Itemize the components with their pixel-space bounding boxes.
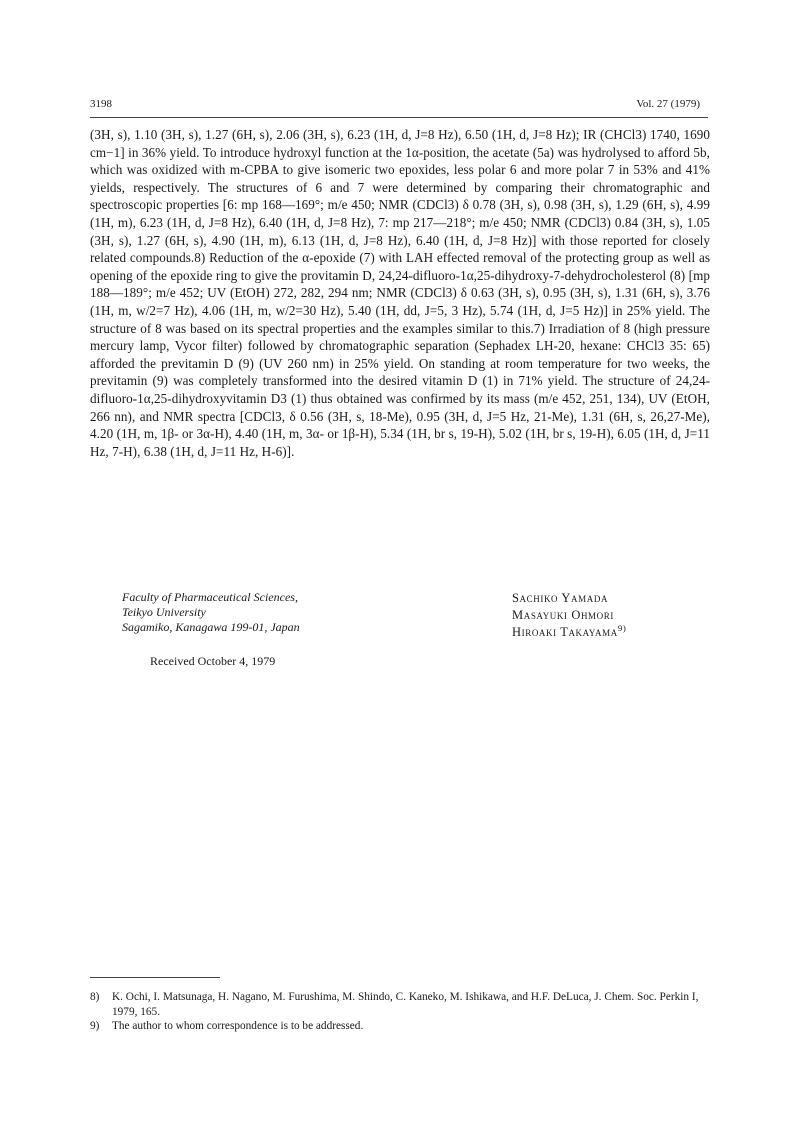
footnotes [90,990,710,1034]
footnote-text: K. Ochi, I. Matsunaga, H. Nagano, M. Furushima, M. Shindo, C. Kaneko, M. Ishikawa, and H.F. DeLuca, J. Chem. Soc. Perkin I, 1979, 165. [112,991,699,1018]
header-rule [90,117,708,118]
body-text [90,126,710,460]
affiliation-line: Teikyo University [122,605,206,620]
author-footnote-mark: 9) [617,622,627,633]
volume-label: Vol. 27 (1979) [636,98,700,110]
author-list [512,590,712,640]
footnote-rule [90,977,220,978]
author-entry [512,624,712,641]
affiliation-line: Sagamiko, Kanagawa 199-01, Japan [122,620,300,635]
author-name: Sachiko Yamada [512,591,609,605]
footnote-text: The author to whom correspondence is to be addressed. [112,1020,364,1032]
affiliation-line: Faculty of Pharmaceutical Sciences, [122,590,298,604]
author-name: Hiroaki Takayama [512,624,618,639]
affiliation [122,590,372,636]
footnote-number: 9) [90,1020,100,1032]
received-date: Received October 4, 1979 [150,654,276,668]
page-number: 3198 [90,98,112,110]
page-header [90,98,700,114]
author-name: Masayuki Ohmori [512,607,614,622]
paragraph: (3H, s), 1.10 (3H, s), 1.27 (6H, s), 2.06 (3H, s), 6.23 (1H, d, J=8 Hz), 6.50 (1H, d, J=8 Hz); IR (CHCl3) 1740, 1690 cm−1] in 36% yield. To introduce hydroxyl function at the 1α-position, the acetate (5a) was hydrolysed to afford 5b, which was oxidized with m-CPBA to give isomeric two epoxides, less polar 6 and more polar 7 in 53% and 41% yields, respectively. The structures of 6 and 7 were determined by comparing their chromatographic and spectroscopic properties [6: mp 168—169°; m/e 450; NMR (CDCl3) δ 0.78 (3H, s), 0.98 (3H, s), 1.29 (6H, s), 4.99 (1H, m), 6.23 (1H, d, J=8 Hz), 6.40 (1H, d, J=8 Hz), 7: mp 217—218°; m/e 450; NMR (CDCl3) 0.84 (3H, s), 1.05 (3H, s), 1.27 (6H, s), 4.90 (1H, m), 6.13 (1H, d, J=8 Hz), 6.40 (1H, d, J=8 Hz)] with those reported for closely related compounds.8) Reduction of the α-epoxide (7) with LAH effected removal of the protecting group as well as opening of the epoxide ring to give the provitamin D, 24,24-difluoro-1α,25-dihydroxy-7-dehydrocholesterol (8) [mp 188—189°; m/e 452; UV (EtOH) 272, 282, 294 nm; NMR (CDCl3) δ 0.63 (3H, s), 0.95 (3H, s), 1.31 (6H, s), 3.76 (1H, m, w/2=7 Hz), 4.06 (1H, m, w/2=30 Hz), 5.40 (1H, dd, J=5, 3 Hz), 5.74 (1H, d, J=5 Hz)] in 25% yield. The structure of 8 was based on its spectral properties and the examples similar to this.7) Irradiation of 8 (high pressure mercury lamp, Vycor filter) followed by chromatographic separation (Sephadex LH-20, hexane: CHCl3 35: 65) afforded the previtamin D (9) (UV 260 nm) in 25% yield. On standing at room temperature for two weeks, the previtamin (9) was completely transformed into the desired vitamin D (1) in 71% yield. The structure of 24,24-difluoro-1α,25-dihydroxyvitamin D3 (1) thus obtained was confirmed by its mass (m/e 452, 251, 134), UV (EtOH, 266 nn), and NMR spectra [CDCl3, δ 0.56 (3H, s, 18-Me), 0.95 (3H, d, J=5 Hz, 21-Me), 1.31 (6H, s, 26,27-Me), 4.20 (1H, m, 1β- or 3α-H), 4.40 (1H, m, 3α- or 1β-H), 5.34 (1H, br s, 19-H), 5.02 (1H, br s, 19-H), 6.05 (1H, d, J=11 Hz, 7-H), 6.38 (1H, d, J=11 Hz, H-6)]. [90,127,710,459]
footnote [90,990,710,1019]
footnote [90,1019,710,1034]
footnote-number: 8) [90,991,100,1003]
